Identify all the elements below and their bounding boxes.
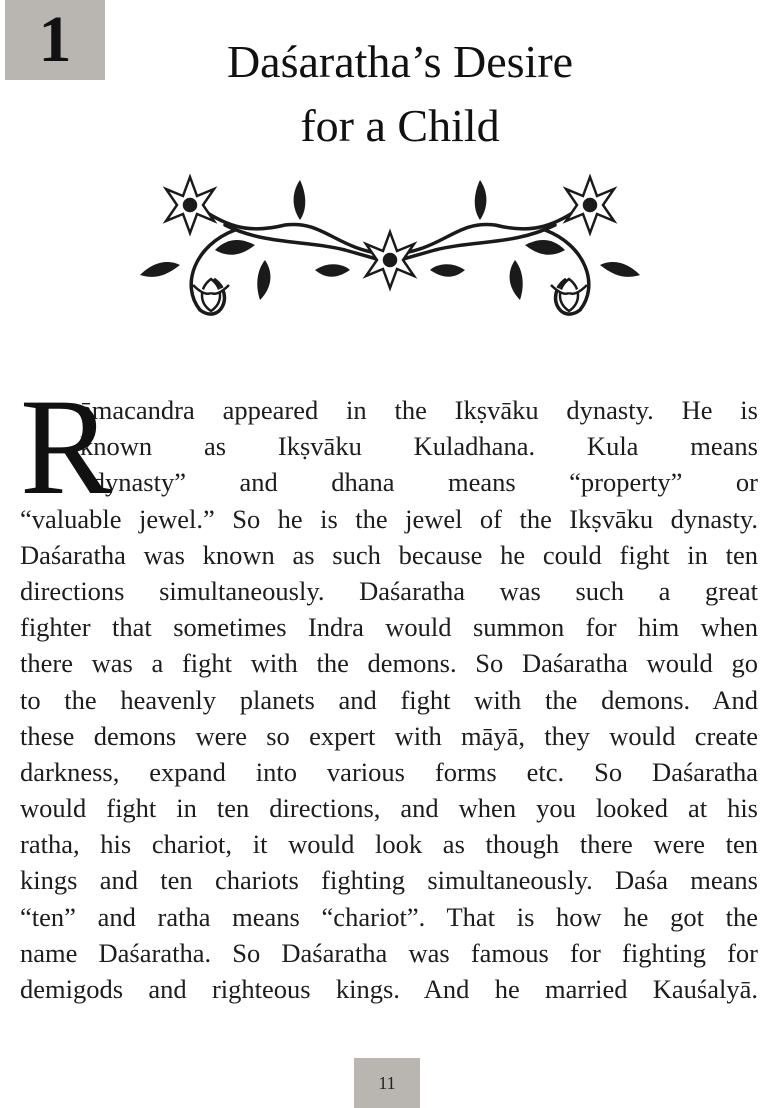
page-number: 11	[354, 1058, 420, 1108]
body-text	[20, 370, 758, 1007]
text-line: fighter that sometimes Indra would summon for him when	[20, 612, 758, 643]
text-line: known as Ikṣvāku Kuladhana. Kula means	[80, 431, 758, 462]
text-line: ratha, his chariot, it would look as though there were ten	[20, 829, 758, 860]
text-line: would fight in ten directions, and when you looked at his	[20, 793, 758, 824]
text-line: directions simultaneously. Daśaratha was such a great	[20, 575, 758, 606]
text-line: there was a fight with the demons. So Daśaratha would go	[20, 648, 758, 679]
text-line: “ten” and ratha means “chariot”. That is how he got the	[20, 901, 758, 932]
text-line: to the heavenly planets and fight with the demons. And	[20, 684, 758, 715]
chapter-number: 1	[5, 0, 105, 80]
chapter-title-line: Daśaratha’s Desire	[226, 36, 574, 87]
text-line: darkness, expand into various forms etc. So Daśaratha	[20, 756, 758, 787]
text-line: āmacandra appeared in the Ikṣvāku dynasty. He is	[80, 395, 758, 425]
text-line: kings and ten chariots fighting simultaneously. Daśa means	[20, 865, 758, 896]
text-line: these demons were so expert with māyā, they would create	[20, 720, 758, 751]
chapter-title-line: for a Child	[300, 100, 500, 151]
floral-vine-ornament-icon	[135, 165, 645, 325]
text-line: “valuable jewel.” So he is the jewel of the Ikṣvāku dynasty.	[20, 503, 758, 534]
text-line: name Daśaratha. So Daśaratha was famous for fighting for	[20, 937, 758, 968]
text-line: Daśaratha was known as such because he could fight in ten	[20, 539, 758, 570]
chapter-title	[100, 30, 700, 158]
text-line: demigods and righteous kings. And he married Kauśalyā.	[20, 974, 758, 1004]
drop-cap: R	[20, 370, 113, 523]
text-line: “dynasty” and dhana means “property” or	[80, 467, 758, 498]
